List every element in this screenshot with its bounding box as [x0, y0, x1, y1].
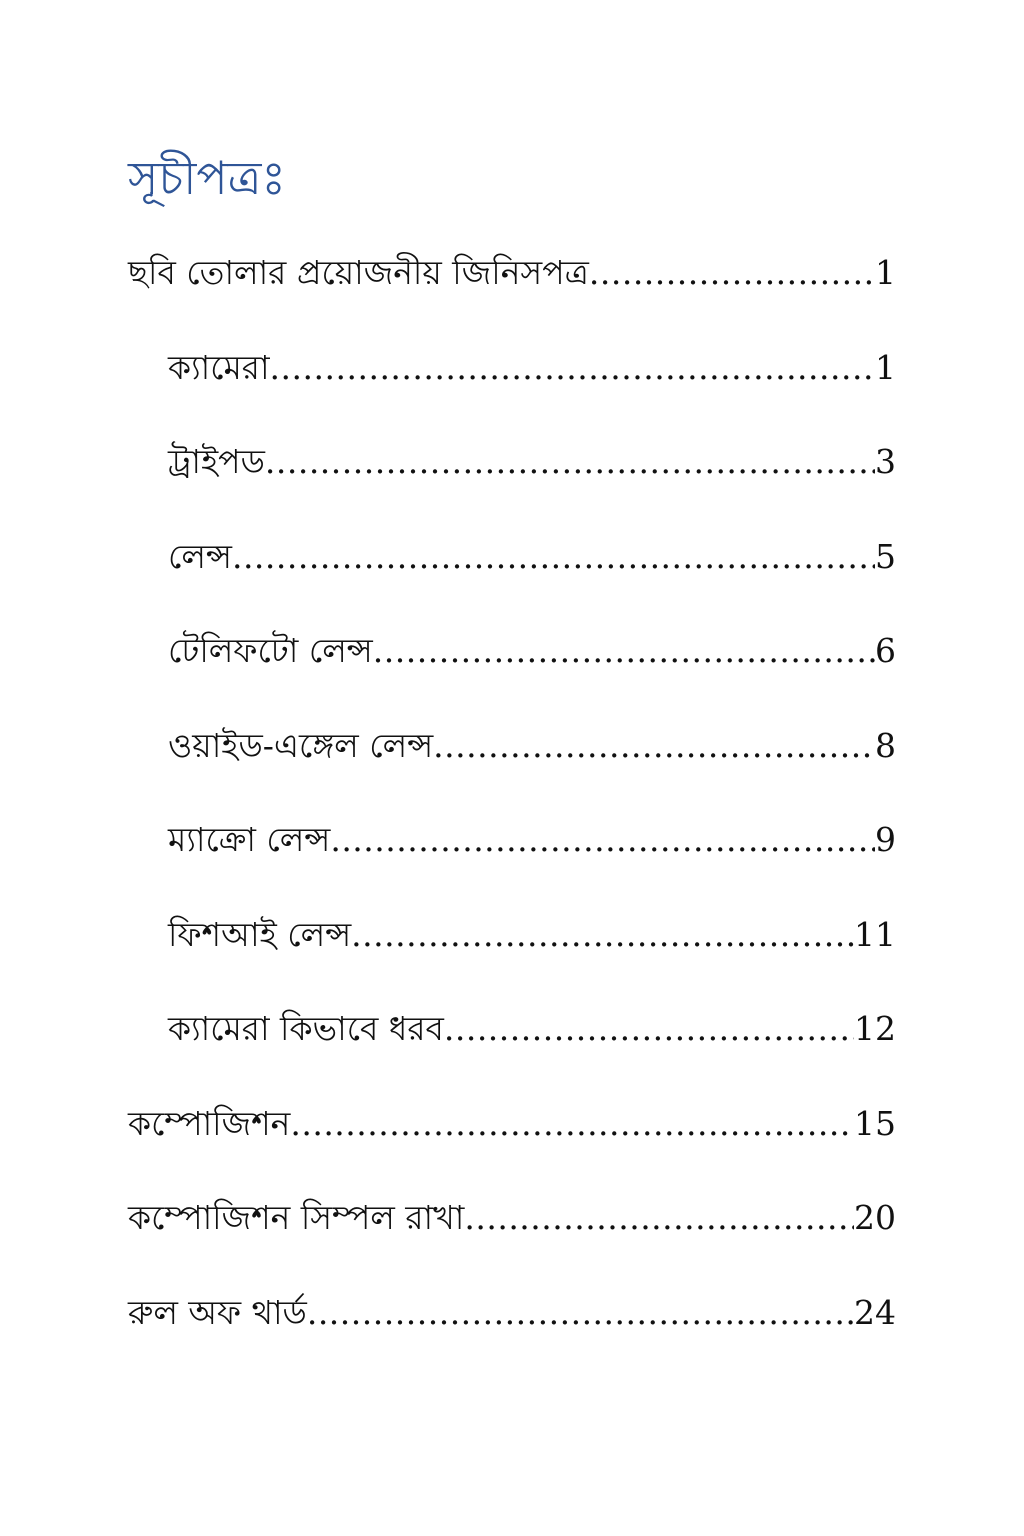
toc-entry[interactable] — [128, 435, 896, 530]
toc-dot-leader — [330, 813, 875, 867]
toc-title: সূচীপত্রঃ — [128, 151, 286, 205]
toc-entry[interactable] — [128, 719, 896, 814]
toc-entry-label: ম্যাক্রো লেন্স — [168, 820, 331, 859]
toc-entry[interactable] — [128, 1002, 896, 1097]
toc-entry[interactable] — [128, 530, 896, 625]
toc-entry-label: ক্যামেরা — [168, 347, 270, 387]
toc-entry[interactable] — [128, 1286, 896, 1381]
toc-entry-page-number: 20 — [854, 1198, 896, 1237]
toc-entry-page-number: 15 — [854, 1103, 896, 1143]
toc-entry-page-number: 6 — [875, 631, 896, 670]
toc-entry[interactable] — [128, 624, 896, 719]
toc-dot-leader — [265, 435, 875, 489]
toc-entry-label: ট্রাইপড — [168, 442, 265, 481]
toc-entry-label: ওয়াইড-এঙ্গেল লেন্স — [168, 725, 434, 765]
toc-dot-leader — [307, 1286, 854, 1340]
toc-entry[interactable] — [128, 341, 896, 436]
toc-dot-leader — [464, 1191, 854, 1245]
toc-entry-page-number: 12 — [854, 1009, 896, 1048]
toc-entry-page-number: 1 — [875, 347, 896, 387]
toc-entry-page-number: 24 — [854, 1292, 896, 1332]
toc-entry-page-number: 9 — [875, 820, 896, 859]
toc-entry-label: ফিশআই লেন্স — [168, 914, 352, 954]
toc-dot-leader — [433, 719, 875, 773]
toc-entry-label: ক্যামেরা কিভাবে ধরব — [168, 1009, 444, 1048]
table-of-contents — [128, 246, 896, 1380]
toc-dot-leader — [351, 908, 854, 962]
toc-entry-label: লেন্স — [168, 536, 232, 576]
toc-dot-leader — [290, 1097, 854, 1151]
toc-entry-page-number: 3 — [875, 442, 896, 481]
toc-dot-leader — [589, 246, 875, 300]
toc-entry-page-number: 11 — [854, 914, 896, 954]
toc-entry-label: রুল অফ থার্ড — [128, 1292, 307, 1332]
toc-entry-page-number: 5 — [875, 536, 896, 576]
toc-dot-leader — [444, 1002, 854, 1056]
toc-entry-label: ছবি তোলার প্রয়োজনীয় জিনিসপত্র — [128, 253, 589, 292]
toc-entry[interactable] — [128, 1191, 896, 1286]
toc-entry[interactable] — [128, 813, 896, 908]
toc-entry[interactable] — [128, 908, 896, 1003]
toc-entry-label: কম্পোজিশন সিম্পল রাখা — [128, 1198, 465, 1237]
toc-dot-leader — [232, 530, 875, 584]
toc-dot-leader — [270, 341, 875, 395]
toc-entry[interactable] — [128, 246, 896, 341]
toc-entry[interactable] — [128, 1097, 896, 1192]
toc-entry-label: কম্পোজিশন — [128, 1103, 291, 1143]
toc-entry-page-number: 8 — [875, 725, 896, 765]
toc-dot-leader — [373, 624, 875, 678]
toc-entry-label: টেলিফটো লেন্স — [168, 631, 373, 670]
toc-entry-page-number: 1 — [875, 253, 896, 292]
